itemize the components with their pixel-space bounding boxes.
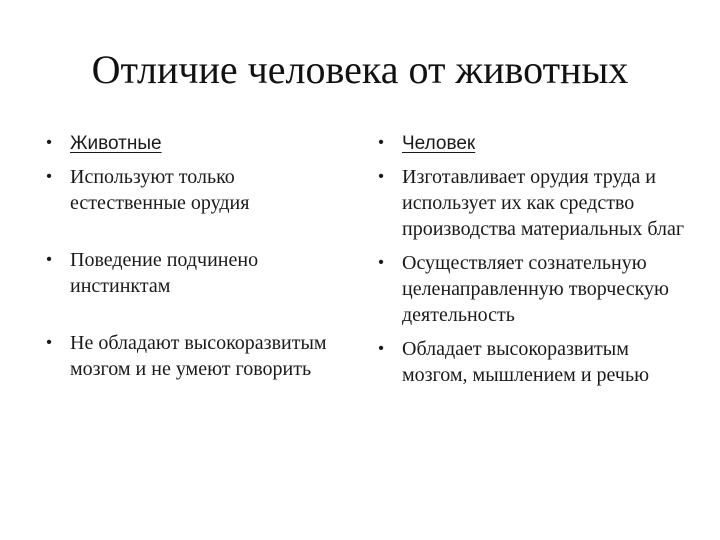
human-item-text: Обладает высокоразвитым мозгом, мышлением и речью [402, 338, 650, 386]
bullet-icon: • [46, 134, 52, 151]
human-header: Человек [402, 133, 476, 154]
slide-title: Отличие человека от животных [91, 47, 629, 92]
animals-item-brain [40, 330, 340, 382]
human-item-activity [372, 250, 692, 328]
bullet-icon: • [378, 254, 384, 271]
animals-header-item [40, 130, 340, 157]
animals-item-text: Используют только естественные орудия [70, 166, 250, 214]
animals-column [40, 130, 340, 382]
animals-item-tools [40, 164, 340, 216]
animals-item-instincts [40, 247, 340, 299]
bullet-icon: • [378, 340, 384, 357]
human-item-tools [372, 164, 692, 242]
animals-item-text: Поведение подчинено инстинктам [70, 249, 259, 297]
bullet-icon: • [46, 334, 52, 351]
bullet-icon: • [378, 168, 384, 185]
animals-item-text: Не обладают высокоразвитым мозгом и не умеют говорить [70, 332, 327, 380]
bullet-icon: • [378, 134, 384, 151]
human-column [372, 130, 692, 388]
bullet-icon: • [46, 168, 52, 185]
animals-header: Животные [70, 133, 162, 154]
human-item-text: Изготавливает орудия труда и использует их как средство производства материальных благ [402, 166, 685, 240]
human-item-brain [372, 336, 692, 388]
bullet-icon: • [46, 251, 52, 268]
human-header-item [372, 130, 692, 157]
human-item-text: Осуществляет сознательную целенаправленную творческую деятельность [402, 252, 669, 326]
